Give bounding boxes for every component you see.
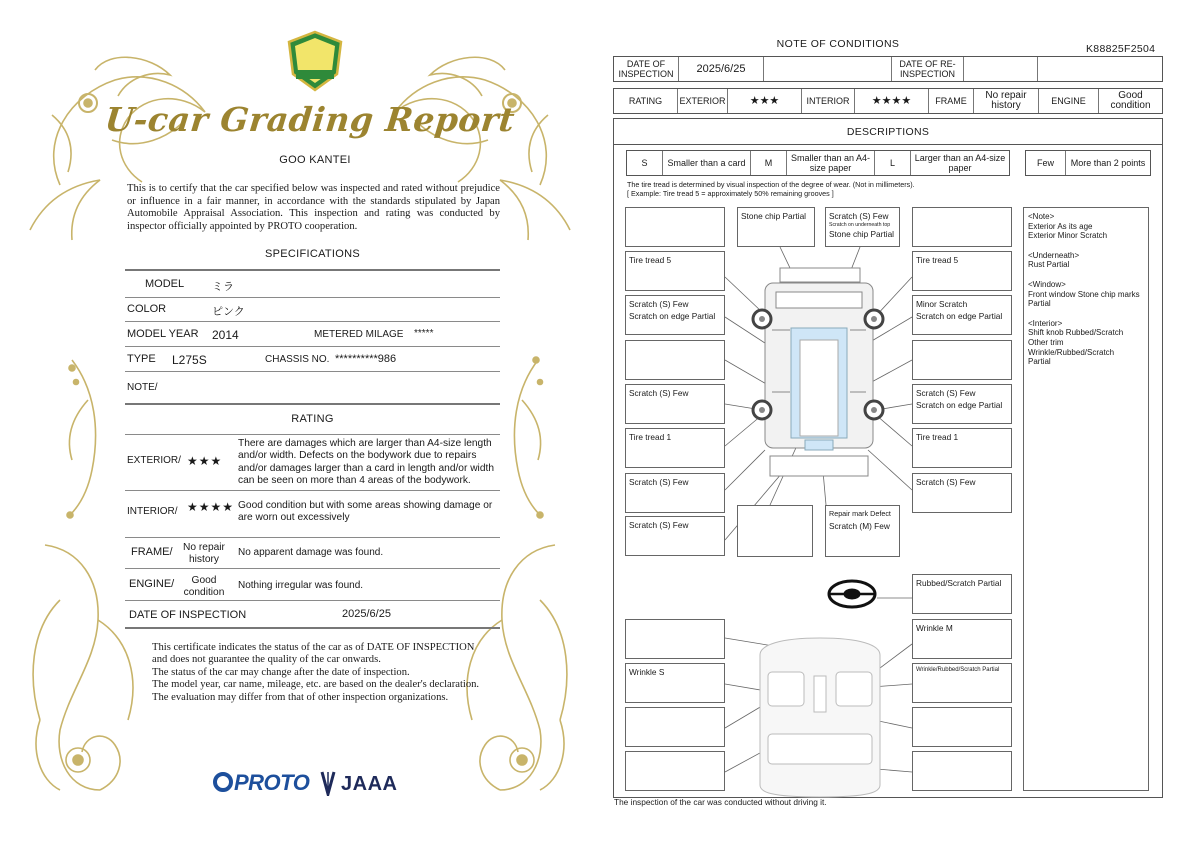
condition-box-rear-quarter-left	[625, 473, 725, 513]
date-of-reinspection-label: DATE OF RE-INSPECTION	[892, 57, 964, 81]
condition-text: Tire tread 5	[629, 255, 672, 265]
condition-box-rear-door-right	[912, 384, 1012, 424]
inspection-dates-row	[613, 56, 1163, 82]
interior-description: Good condition but with some areas showing damage or are worn out excessively	[238, 500, 493, 524]
exterior-label: EXTERIOR/	[127, 455, 181, 466]
frame-description: No apparent damage was found.	[238, 547, 384, 558]
condition-text: Rubbed/Scratch Partial	[916, 578, 1002, 588]
legend-l: L	[875, 151, 911, 175]
condition-box-interior-mid-right	[912, 707, 1012, 747]
divider	[125, 269, 500, 271]
blank-cell	[1038, 57, 1162, 81]
metered-milage-label: METERED MILAGE	[314, 329, 404, 340]
divider	[125, 321, 500, 322]
inspection-date-value: 2025/6/25	[342, 608, 391, 620]
model-year-label: MODEL YEAR	[127, 328, 199, 340]
proto-mark-icon	[213, 772, 233, 792]
specifications-heading: SPECIFICATIONS	[264, 248, 361, 260]
report-title: U-car Grading Report	[103, 100, 517, 139]
condition-text: Tire tread 1	[916, 432, 959, 442]
condition-text: Wrinkle M	[916, 623, 953, 633]
condition-text: Scratch (S) Few	[829, 211, 889, 221]
blank-cell	[764, 57, 892, 81]
no-driving-disclaimer: The inspection of the car was conducted without driving it.	[614, 797, 827, 807]
condition-text: Scratch on edge Partial	[629, 311, 716, 321]
condition-text: Scratch (S) Few	[629, 299, 689, 309]
interior-stars: ★★★★	[187, 500, 235, 514]
note-line: Wrinkle/Rubbed/Scratch	[1028, 347, 1115, 357]
condition-text: Scratch (S) Few	[629, 477, 689, 487]
legend-s: S	[627, 151, 663, 175]
model-value: ミラ	[212, 281, 234, 293]
frame-value: No repair history	[974, 89, 1039, 113]
condition-box-rear-bumper	[825, 505, 900, 557]
condition-text: Scratch on edge Partial	[916, 311, 1003, 321]
size-legend	[626, 150, 1010, 176]
flourish-bottom-left	[45, 545, 100, 790]
descriptions-heading: DESCRIPTIONS	[614, 119, 1162, 145]
condition-text: Stone chip Partial	[741, 211, 807, 221]
note-section	[1028, 280, 1144, 309]
tire-note-line: The tire tread is determined by visual inspection of the degree of wear. (Not in millimeters).	[627, 180, 915, 189]
date-of-inspection-value: 2025/6/25	[679, 57, 764, 81]
type-label: TYPE	[127, 353, 156, 365]
condition-box-front-fender-right	[912, 295, 1012, 335]
condition-text: Minor Scratch	[916, 299, 968, 309]
condition-box-interior-mid-left	[625, 707, 725, 747]
jaaa-mark-icon	[318, 770, 338, 796]
condition-text: Tire tread 5	[916, 255, 959, 265]
chassis-label: CHASSIS NO.	[265, 354, 330, 365]
notes-panel	[1023, 207, 1149, 791]
few-legend	[1025, 150, 1151, 176]
rating-label: RATING	[614, 89, 678, 113]
exterior-stars: ★★★	[187, 454, 223, 468]
sprig-right	[514, 360, 540, 515]
note-line: Rust Partial	[1028, 260, 1070, 270]
condition-box-front-left-corner	[625, 207, 725, 247]
condition-text: Scratch (M) Few	[829, 521, 890, 531]
divider	[125, 568, 500, 569]
engine-value: Good condition	[1110, 90, 1151, 111]
legend-m-desc: Smaller than an A4-size paper	[787, 151, 875, 175]
note-title: NOTE OF CONDITIONS	[776, 38, 900, 50]
interior-stars: ★★★★	[855, 89, 929, 113]
condition-box-front-door-right	[912, 340, 1012, 380]
condition-text: Scratch on edge Partial	[916, 400, 1003, 410]
condition-text: Scratch (S) Few	[916, 477, 976, 487]
condition-box-rear-corner-left	[625, 516, 725, 556]
engine-value: Good condition	[183, 575, 225, 599]
frame-label: FRAME	[929, 89, 974, 113]
condition-box-interior-rear-right	[912, 751, 1012, 791]
condition-box-interior-seat-left	[625, 663, 725, 703]
note-line: Front window Stone chip marks	[1028, 289, 1140, 299]
condition-box-rear-glass	[737, 505, 813, 557]
divider	[125, 434, 500, 435]
exterior-description: There are damages which are larger than A4-size length and/or width. Defects on the bodywork due to repairs and/or damages larger than a card in length and/or width can be seen on more than 4 areas of the bodywork.	[238, 438, 494, 487]
divider	[125, 627, 500, 629]
color-value: ピンク	[212, 306, 245, 318]
legend-s-desc: Smaller than a card	[663, 151, 751, 175]
flourish-bottom-right	[500, 545, 555, 790]
note-section-heading: <Underneath>	[1028, 250, 1080, 260]
engine-label: ENGINE	[1039, 89, 1099, 113]
divider	[125, 600, 500, 601]
jaaa-wordmark: JAAA	[341, 773, 398, 795]
chassis-value: **********986	[335, 353, 397, 365]
color-label: COLOR	[127, 303, 167, 315]
legend-m: M	[751, 151, 787, 175]
note-section-heading: <Window>	[1028, 279, 1066, 289]
interior-label: INTERIOR	[802, 89, 855, 113]
interior-label: INTERIOR/	[127, 506, 178, 517]
condition-text: Scratch (S) Few	[629, 520, 689, 530]
note-line: Exterior Minor Scratch	[1028, 231, 1108, 241]
tire-tread-note	[627, 180, 915, 199]
type-value: L275S	[172, 353, 207, 367]
divider	[125, 403, 500, 405]
condition-text: Tire tread 1	[629, 432, 672, 442]
condition-box-tire-rear-left	[625, 428, 725, 468]
condition-subtext: Scratch on underneath top	[829, 222, 891, 228]
legend-few-desc: More than 2 points	[1070, 158, 1146, 168]
condition-text: Stone chip Partial	[829, 229, 895, 239]
condition-box-interior-front-left	[625, 619, 725, 659]
note-line: Exterior As its age	[1028, 221, 1093, 231]
condition-box-interior-front-right	[912, 619, 1012, 659]
note-section-heading: <Note>	[1028, 212, 1055, 221]
inspection-date-label: DATE OF INSPECTION	[129, 609, 247, 621]
rating-row	[613, 88, 1163, 114]
condition-box-front-door-left	[625, 340, 725, 380]
footer-line: The status of the car may change after the date of inspection.	[152, 666, 410, 678]
note-of-conditions	[600, 0, 1200, 848]
metered-milage-value: *****	[414, 328, 434, 339]
goo-kantei-badge	[287, 30, 343, 92]
footer-line: The evaluation may differ from that of other inspection organizations.	[152, 691, 449, 703]
condition-text: Wrinkle S	[629, 667, 665, 677]
report-subtitle: GOO KANTEI	[279, 154, 351, 166]
note-line: Partial	[1028, 357, 1051, 367]
model-label: MODEL	[145, 278, 185, 290]
condition-box-tire-front-right	[912, 251, 1012, 291]
note-line: Other trim	[1028, 337, 1064, 347]
rating-heading: RATING	[291, 413, 334, 425]
condition-text: Scratch (S) Few	[629, 388, 689, 398]
proto-wordmark: PROTO	[234, 770, 310, 795]
condition-box-interior-seat-right	[912, 663, 1012, 703]
frame-value: No repair history	[183, 542, 225, 566]
condition-box-interior-rear-left	[625, 751, 725, 791]
condition-box-steering	[912, 574, 1012, 614]
date-of-inspection-label: DATE OF INSPECTION	[614, 57, 679, 81]
date-of-reinspection-value	[964, 57, 1038, 81]
certificate-footer	[152, 642, 482, 704]
divider	[125, 297, 500, 298]
condition-box-rear-quarter-right	[912, 473, 1012, 513]
condition-box-front-right-corner	[912, 207, 1012, 247]
condition-text: Wrinkle/Rubbed/Scratch Partial	[916, 667, 1000, 673]
condition-box-windshield	[825, 207, 900, 247]
condition-box-hood	[737, 207, 815, 247]
frame-label: FRAME/	[131, 546, 173, 558]
proto-logo	[213, 770, 309, 796]
note-label: NOTE/	[127, 382, 158, 393]
legend-l-desc: Larger than an A4-size paper	[914, 153, 1006, 173]
exterior-label: EXTERIOR	[678, 89, 728, 113]
note-section	[1028, 319, 1144, 367]
divider	[125, 346, 500, 347]
engine-label: ENGINE/	[129, 578, 175, 590]
divider	[125, 490, 500, 491]
note-line: Partial	[1028, 299, 1051, 309]
exterior-stars: ★★★	[728, 89, 802, 113]
condition-box-front-fender-left	[625, 295, 725, 335]
condition-box-tire-rear-right	[912, 428, 1012, 468]
note-section	[1028, 212, 1144, 241]
document-code: K88825F2504	[1086, 43, 1156, 55]
condition-box-rear-door-left	[625, 384, 725, 424]
note-section-heading: <Interior>	[1028, 318, 1063, 328]
certification-statement: This is to certify that the car specified below was inspected and rated without prejudice or influence in a fair manner, in accordance with the standards stipulated by Japan Automobile Appraisal Association. This inspection and rating was conducted by inspector officially appointed by PROTO cooperation.	[127, 183, 500, 232]
engine-description: Nothing irregular was found.	[238, 580, 364, 591]
divider	[125, 371, 500, 372]
condition-text: Scratch (S) Few	[916, 388, 976, 398]
note-section	[1028, 251, 1144, 270]
note-line: Shift knob Rubbed/Scratch	[1028, 328, 1124, 338]
footer-line: The model year, car name, mileage, etc. are based on the dealer's declaration.	[152, 679, 480, 691]
divider	[125, 537, 500, 538]
condition-box-tire-front-left	[625, 251, 725, 291]
legend-few: Few	[1026, 151, 1066, 175]
model-year-value: 2014	[212, 328, 239, 342]
condition-text: Repair mark Defect	[829, 509, 891, 518]
footer-line: This certificate indicates the status of the car as of DATE OF INSPECTION and does not guarantee the quality of the car onwards.	[152, 642, 475, 666]
tire-note-line: [ Example: Tire tread 5 = approximately 50% remaining grooves ]	[627, 189, 834, 199]
